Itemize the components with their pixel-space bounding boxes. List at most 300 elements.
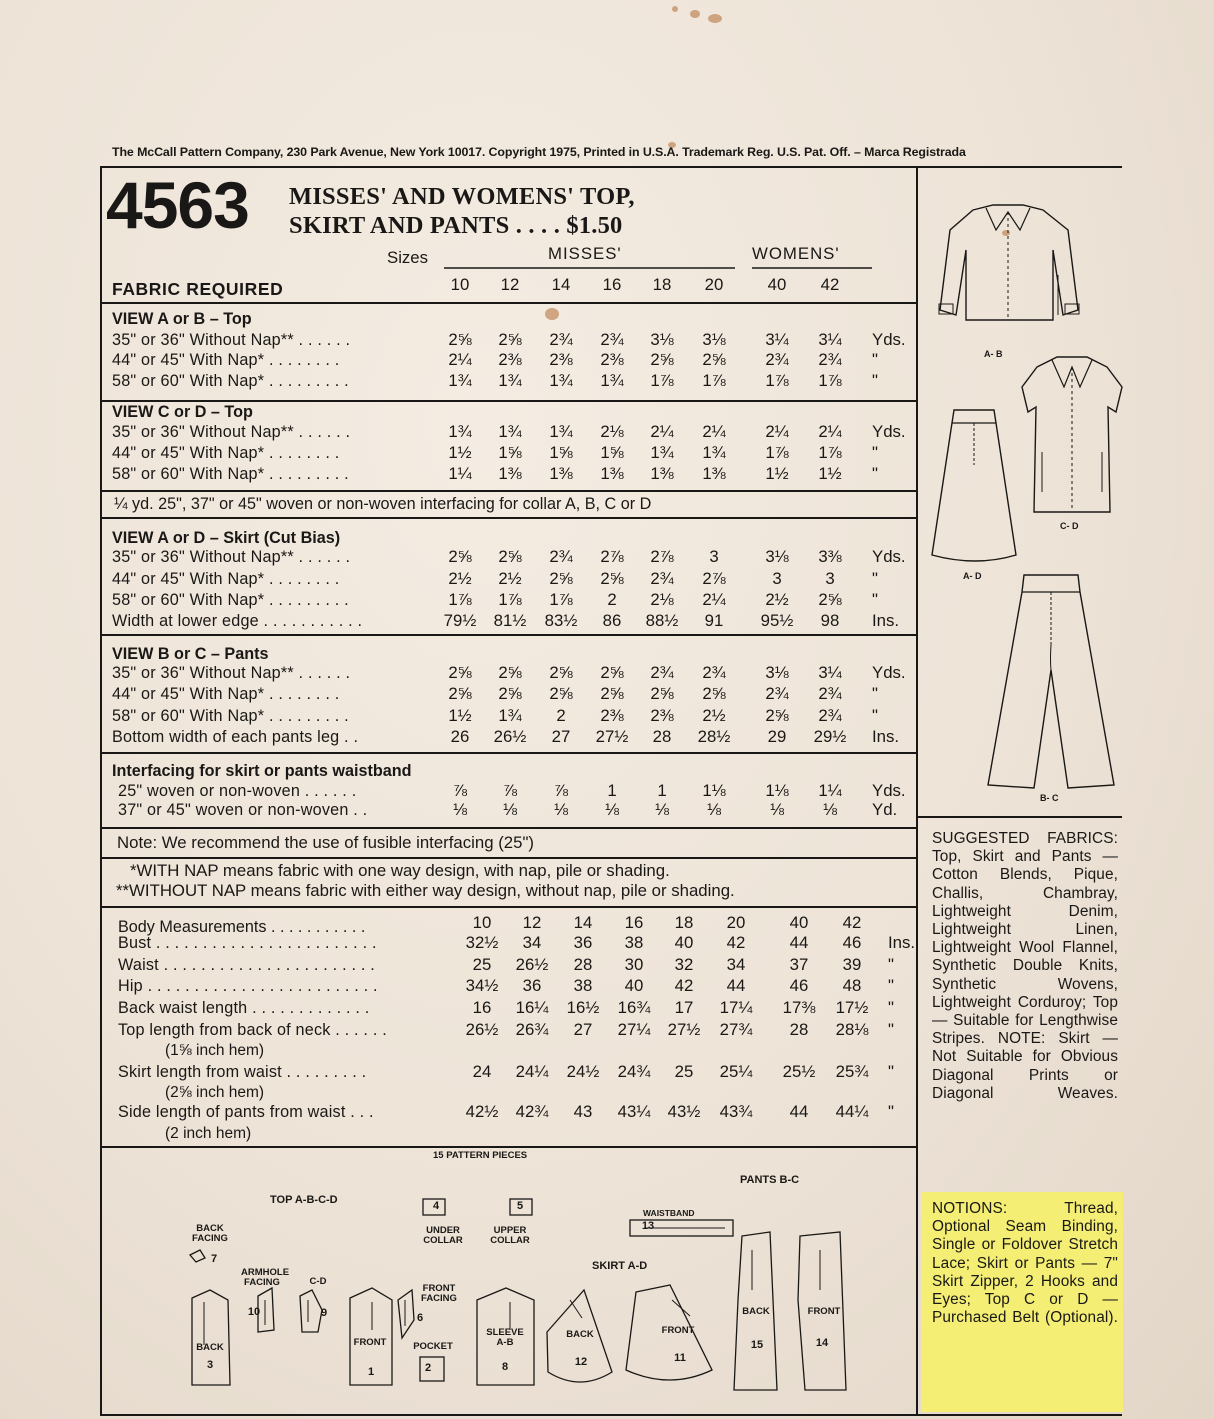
cell-value: 88½	[645, 611, 679, 630]
cell-value: 2⅝	[498, 330, 522, 349]
cell-value: 1⅝	[498, 443, 522, 462]
unit-label: Yds.	[872, 781, 906, 800]
cd-label: C-D	[309, 1276, 327, 1287]
cell-value: 2¾	[650, 663, 674, 682]
cell-value: 2⅝	[702, 684, 726, 703]
size-column-header: 20	[704, 275, 724, 294]
cell-value: 26½	[493, 727, 527, 746]
cell-value: 16¼	[515, 998, 549, 1017]
without-nap-note: **WITHOUT NAP means fabric with either way design, without nap, pile or shading.	[116, 881, 735, 900]
cell-value: 26½	[515, 955, 549, 974]
cell-value: 37	[789, 955, 809, 974]
illustration-label: A- B	[984, 349, 1003, 359]
section-heading: VIEW A or D – Skirt (Cut Bias)	[112, 529, 341, 547]
back-facing-label: BACK FACING	[192, 1223, 228, 1244]
size-column-header: 40	[789, 913, 809, 932]
cell-value: 1¾	[549, 371, 573, 390]
fusible-note: Note: We recommend the use of fusible interfacing (25")	[117, 833, 534, 852]
cell-value: 1⅜	[498, 464, 522, 483]
cell-value: 43¾	[719, 1102, 753, 1121]
cell-value: 48	[842, 976, 862, 995]
cell-value: 2¾	[818, 706, 842, 725]
cell-value: 28	[652, 727, 672, 746]
piece-number: 5	[516, 1200, 524, 1212]
size-column-header: 10	[450, 275, 470, 294]
upper-collar-label: UPPER COLLAR	[490, 1225, 530, 1246]
pattern-piece-outlines	[0, 0, 1, 1]
cell-value: 1¾	[498, 422, 522, 441]
cell-value: 25½	[782, 1062, 816, 1081]
cell-value: 29	[767, 727, 787, 746]
misses-label: MISSES'	[548, 244, 622, 263]
cell-value: 2	[607, 590, 617, 609]
cell-value: 2½	[448, 569, 472, 588]
unit-label: "	[872, 706, 878, 725]
row-label: 44" or 45" With Nap* . . . . . . . .	[112, 570, 340, 588]
cell-value: ⅛	[605, 800, 619, 819]
cell-value: 2⅝	[448, 663, 472, 682]
piece-number: 3	[206, 1359, 214, 1371]
unit-label: Ins.	[888, 933, 916, 952]
cell-value: 2⅝	[650, 350, 674, 369]
cell-value: 2⅝	[600, 569, 624, 588]
cell-value: 2⅛	[650, 590, 674, 609]
cell-value: 1⅞	[818, 443, 842, 462]
cell-value: 36	[573, 933, 593, 952]
cell-value: 3	[825, 569, 835, 588]
cell-value: 17½	[835, 998, 869, 1017]
cell-value: 91	[704, 611, 724, 630]
size-column-header: 16	[602, 275, 622, 294]
cell-value: 27½	[667, 1020, 701, 1039]
cell-value: 25	[472, 955, 492, 974]
cell-value: 24¼	[515, 1062, 549, 1081]
piece-number: 15	[750, 1339, 764, 1351]
cell-value: 81½	[493, 611, 527, 630]
waistband-label: WAISTBAND	[643, 1208, 695, 1218]
hem-note: (2 inch hem)	[165, 1125, 252, 1142]
row-label: 44" or 45" With Nap* . . . . . . . .	[112, 351, 340, 369]
piece-number: 10	[247, 1306, 261, 1318]
cell-value: 1⅛	[702, 781, 726, 800]
with-nap-note: *WITH NAP means fabric with one way design, with nap, pile or shading.	[130, 861, 670, 880]
suggested-fabrics-text: SUGGESTED FABRICS: Top, Skirt and Pants — Cotton Blends, Pique, Challis, Chambray, Lightweight Denim, Lightweight Linen, Lightweight Wool Flannel, Synthetic Double Knits, Synthetic Wovens, Lightweight Corduroy; Top — Suitable for Lengthwise Stripes. NOTE: Skirt — Not Suitable for Obvious Diagonal Prints or Diagonal Weaves.	[932, 830, 1118, 1102]
row-label: 58" or 60" With Nap* . . . . . . . . .	[112, 591, 349, 609]
cell-value: 24½	[566, 1062, 600, 1081]
unit-label: "	[888, 1102, 894, 1121]
row-label: 37" or 45" woven or non-woven . .	[118, 801, 368, 819]
cell-value: 43½	[667, 1102, 701, 1121]
cell-value: 2⅝	[448, 330, 472, 349]
column-divider	[916, 166, 918, 1416]
cell-value: 1⅞	[549, 590, 573, 609]
cell-value: 2½	[498, 569, 522, 588]
cell-value: 40	[674, 933, 694, 952]
cell-value: 25	[674, 1062, 694, 1081]
size-column-header: 12	[522, 913, 542, 932]
cell-value: 44	[789, 933, 809, 952]
pants-front-label: FRONT	[807, 1306, 841, 1317]
cell-value: ⅛	[707, 800, 721, 819]
piece-number: 4	[432, 1200, 440, 1212]
cell-value: 42	[674, 976, 694, 995]
piece-number: 7	[210, 1253, 218, 1265]
cell-value: 16	[472, 998, 492, 1017]
cell-value: 2⅝	[448, 547, 472, 566]
unit-label: "	[872, 684, 878, 703]
size-column-header: 14	[573, 913, 593, 932]
pattern-number: 4563	[106, 168, 249, 242]
size-column-header: 18	[674, 913, 694, 932]
cell-value: 2⅛	[600, 422, 624, 441]
cell-value: 17	[674, 998, 694, 1017]
cell-value: ⅛	[554, 800, 568, 819]
cell-value: 2⅝	[549, 684, 573, 703]
divider	[100, 302, 916, 304]
row-label: Top length from back of neck . . . . . .	[118, 1021, 387, 1039]
cell-value: 2⅝	[600, 663, 624, 682]
cell-value: 86	[602, 611, 622, 630]
cell-value: 2⅜	[600, 706, 624, 725]
unit-label: Ins.	[872, 611, 900, 630]
cell-value: 26	[450, 727, 470, 746]
hem-note: (2⅝ inch hem)	[165, 1084, 265, 1101]
rust-stain	[672, 6, 678, 12]
under-collar-label: UNDER COLLAR	[423, 1225, 463, 1246]
interfacing-collar-note: ¼ yd. 25", 37" or 45" woven or non-woven interfacing for collar A, B, C or D	[114, 495, 652, 513]
cell-value: 1⅜	[549, 464, 573, 483]
pocket-label: POCKET	[413, 1341, 453, 1352]
top-pieces-label: TOP A-B-C-D	[270, 1194, 338, 1206]
cell-value: 98	[820, 611, 840, 630]
cell-value: 25¼	[719, 1062, 753, 1081]
sizes-label: Sizes	[387, 248, 429, 267]
cell-value: 2⅝	[600, 684, 624, 703]
cell-value: 2⅜	[600, 350, 624, 369]
piece-number: 8	[501, 1361, 509, 1373]
pattern-title-line1: MISSES' AND WOMENS' TOP,	[289, 183, 635, 210]
cell-value: 1¾	[448, 422, 472, 441]
cell-value: 2¾	[549, 547, 573, 566]
top-ab-illustration	[918, 200, 1098, 340]
cell-value: 2¾	[600, 330, 624, 349]
cell-value: 27¾	[719, 1020, 753, 1039]
cell-value: 38	[624, 933, 644, 952]
unit-label: "	[872, 464, 878, 483]
cell-value: 2⅜	[498, 350, 522, 369]
cell-value: 1⅞	[448, 590, 472, 609]
piece-number: 13	[641, 1220, 655, 1232]
cell-value: 16½	[566, 998, 600, 1017]
cell-value: 2¾	[702, 663, 726, 682]
cell-value: 2⅞	[702, 569, 726, 588]
hem-note: (1⅝ inch hem)	[165, 1042, 265, 1059]
divider	[100, 827, 916, 829]
row-label: 35" or 36" Without Nap** . . . . . .	[112, 423, 351, 441]
cell-value: 43¼	[617, 1102, 651, 1121]
row-label: 44" or 45" With Nap* . . . . . . . .	[112, 444, 340, 462]
divider	[100, 400, 916, 402]
cell-value: 17⅜	[782, 998, 816, 1017]
notions-text: NOTIONS: Thread, Optional Seam Binding, Single or Foldover Stretch Lace; Skirt or Pants — 7" Skirt Zipper, 2 Hooks and Eyes; Top C or D — Purchased Belt (Optional).	[932, 1200, 1118, 1327]
unit-label: Yd.	[872, 800, 898, 819]
cell-value: 2¼	[702, 422, 726, 441]
divider	[100, 752, 916, 754]
unit-label: "	[888, 1062, 894, 1081]
cell-value: 79½	[443, 611, 477, 630]
unit-label: Yds.	[872, 547, 906, 566]
piece-number: 9	[320, 1307, 328, 1319]
cell-value: 2¾	[765, 684, 789, 703]
row-label: Hip . . . . . . . . . . . . . . . . . . . . . . . . .	[118, 977, 378, 995]
piece-number: 14	[815, 1337, 829, 1349]
unit-label: Yds.	[872, 422, 906, 441]
size-column-header: 20	[726, 913, 746, 932]
cell-value: 95½	[760, 611, 794, 630]
row-label: Side length of pants from waist . . .	[118, 1103, 374, 1121]
cell-value: 2¼	[448, 350, 472, 369]
row-label: Bust . . . . . . . . . . . . . . . . . . . . . . . .	[118, 934, 377, 952]
rust-stain	[708, 14, 722, 23]
cell-value: 1½	[448, 706, 472, 725]
row-label: Bottom width of each pants leg . .	[112, 728, 359, 746]
unit-label: "	[888, 998, 894, 1017]
womens-label: WOMENS'	[752, 244, 840, 263]
cell-value: 1⅜	[650, 464, 674, 483]
cell-value: 1⅛	[765, 781, 789, 800]
cell-value: 2⅝	[448, 684, 472, 703]
cell-value: 28	[573, 955, 593, 974]
cell-value: 2¼	[765, 422, 789, 441]
row-label: 35" or 36" Without Nap** . . . . . .	[112, 548, 351, 566]
rust-stain	[690, 10, 700, 18]
illustration-label: A- D	[963, 571, 982, 581]
unit-label: Yds.	[872, 330, 906, 349]
cell-value: ⅞	[453, 781, 467, 800]
row-label: 58" or 60" With Nap* . . . . . . . . .	[112, 372, 349, 390]
size-column-header: 16	[624, 913, 644, 932]
cell-value: 34	[726, 955, 746, 974]
skirt-back-label: BACK	[566, 1329, 594, 1340]
skirt-front-label: FRONT	[661, 1325, 695, 1336]
cell-value: 26¾	[515, 1020, 549, 1039]
cell-value: 2¼	[702, 590, 726, 609]
unit-label: "	[872, 443, 878, 462]
cell-value: 2¾	[818, 684, 842, 703]
cell-value: 38	[573, 976, 593, 995]
cell-value: 3⅛	[650, 330, 674, 349]
cell-value: 34	[522, 933, 542, 952]
unit-label: "	[872, 350, 878, 369]
unit-label: Yds.	[872, 663, 906, 682]
cell-value: 2¾	[765, 350, 789, 369]
cell-value: ⅞	[554, 781, 568, 800]
cell-value: 2¾	[818, 350, 842, 369]
cell-value: 2⅝	[498, 547, 522, 566]
cell-value: 1⅞	[498, 590, 522, 609]
row-label: 44" or 45" With Nap* . . . . . . . .	[112, 685, 340, 703]
cell-value: 34½	[465, 976, 499, 995]
pants-back-label: BACK	[742, 1306, 770, 1317]
cell-value: ⅛	[823, 800, 837, 819]
cell-value: 27	[551, 727, 571, 746]
unit-label: "	[872, 371, 878, 390]
cell-value: 1¼	[818, 781, 842, 800]
unit-label: "	[872, 569, 878, 588]
cell-value: 1⅝	[549, 443, 573, 462]
cell-value: 2¼	[818, 422, 842, 441]
divider	[916, 816, 1122, 818]
row-label: Back waist length . . . . . . . . . . . . .	[118, 999, 370, 1017]
row-label: Waist . . . . . . . . . . . . . . . . . . . . . . .	[118, 956, 375, 974]
cell-value: 36	[522, 976, 542, 995]
skirt-pieces-label: SKIRT A-D	[592, 1260, 648, 1272]
cell-value: 27¼	[617, 1020, 651, 1039]
piece-number: 2	[424, 1362, 432, 1374]
size-column-header: 42	[820, 275, 840, 294]
cell-value: 1⅝	[600, 443, 624, 462]
unit-label: "	[872, 590, 878, 609]
cell-value: 1¾	[498, 371, 522, 390]
cell-value: 1¾	[650, 443, 674, 462]
cell-value: 3	[709, 547, 719, 566]
cell-value: 1⅞	[650, 371, 674, 390]
cell-value: 1	[607, 781, 617, 800]
fabric-required-heading: FABRIC REQUIRED	[112, 279, 284, 299]
cell-value: 3⅛	[702, 330, 726, 349]
cell-value: 30	[624, 955, 644, 974]
cell-value: 1⅜	[600, 464, 624, 483]
cell-value: 3	[772, 569, 782, 588]
cell-value: 43	[573, 1102, 593, 1121]
size-column-header: 10	[472, 913, 492, 932]
cell-value: 3⅛	[765, 547, 789, 566]
cell-value: 2⅝	[702, 350, 726, 369]
cell-value: ⅞	[503, 781, 517, 800]
cell-value: 2⅝	[549, 663, 573, 682]
cell-value: 2¼	[650, 422, 674, 441]
cell-value: 2½	[702, 706, 726, 725]
size-column-header: 14	[551, 275, 571, 294]
cell-value: ⅛	[655, 800, 669, 819]
cell-value: 27½	[595, 727, 629, 746]
row-label: 58" or 60" With Nap* . . . . . . . . .	[112, 465, 349, 483]
cell-value: 3¼	[818, 663, 842, 682]
unit-label: "	[888, 955, 894, 974]
cell-value: 28⅛	[835, 1020, 869, 1039]
row-label: 25" woven or non-woven . . . . . .	[118, 782, 357, 800]
cell-value: 1⅞	[702, 371, 726, 390]
cell-value: 32	[674, 955, 694, 974]
divider	[100, 1146, 916, 1148]
cell-value: 44	[789, 1102, 809, 1121]
cell-value: 83½	[544, 611, 578, 630]
cell-value: 46	[842, 933, 862, 952]
cell-value: 16¾	[617, 998, 651, 1017]
cell-value: 2⅞	[600, 547, 624, 566]
piece-number: 11	[674, 1352, 686, 1364]
cell-value: 2¾	[549, 330, 573, 349]
cell-value: 28½	[697, 727, 731, 746]
row-label: 35" or 36" Without Nap** . . . . . .	[112, 664, 351, 682]
cell-value: 1⅞	[765, 443, 789, 462]
section-heading: VIEW C or D – Top	[112, 403, 253, 421]
cell-value: 3¼	[765, 330, 789, 349]
top-front-label: FRONT	[353, 1337, 387, 1348]
pattern-pieces-heading: 15 PATTERN PIECES	[433, 1150, 528, 1161]
cell-value: 3⅛	[765, 663, 789, 682]
cell-value: 1½	[448, 443, 472, 462]
row-label: 35" or 36" Without Nap** . . . . . .	[112, 331, 351, 349]
armhole-facing-label: ARMHOLE FACING	[241, 1267, 290, 1288]
unit-label: "	[888, 1020, 894, 1039]
cell-value: 39	[842, 955, 862, 974]
cell-value: 29½	[813, 727, 847, 746]
cell-value: 46	[789, 976, 809, 995]
cell-value: 2⅝	[650, 684, 674, 703]
cell-value: 42	[726, 933, 746, 952]
skirt-ad-illustration	[926, 405, 1026, 565]
cell-value: 42½	[465, 1102, 499, 1121]
cell-value: 3¼	[818, 330, 842, 349]
cell-value: 2⅞	[650, 547, 674, 566]
size-column-header: 12	[500, 275, 520, 294]
cell-value: 40	[624, 976, 644, 995]
piece-number: 6	[416, 1312, 424, 1324]
piece-number: 12	[574, 1356, 588, 1368]
divider	[100, 634, 916, 636]
piece-number: 1	[367, 1366, 375, 1378]
row-label: Body Measurements . . . . . . . . . . .	[118, 918, 366, 936]
cell-value: 24¾	[617, 1062, 651, 1081]
copyright-line: The McCall Pattern Company, 230 Park Avenue, New York 10017. Copyright 1975, Printed in U.S.A. Trademark Reg. U.S. Pat. Off. – Marca Registrada	[112, 145, 966, 159]
cell-value: 1¾	[498, 706, 522, 725]
cell-value: 1¼	[448, 464, 472, 483]
cell-value: 1½	[818, 464, 842, 483]
cell-value: 1⅞	[818, 371, 842, 390]
cell-value: 2⅝	[498, 663, 522, 682]
row-label: Width at lower edge . . . . . . . . . . .	[112, 612, 363, 630]
pants-bc-illustration	[986, 570, 1116, 790]
cell-value: 28	[789, 1020, 809, 1039]
cell-value: 1¾	[448, 371, 472, 390]
cell-value: 1¾	[549, 422, 573, 441]
cell-value: ⅛	[770, 800, 784, 819]
section-heading: Interfacing for skirt or pants waistband	[112, 762, 412, 780]
top-back-label: BACK	[196, 1342, 224, 1353]
section-heading: VIEW A or B – Top	[112, 310, 252, 328]
cell-value: 24	[472, 1062, 492, 1081]
illustration-label: B- C	[1040, 793, 1059, 803]
cell-value: 2⅝	[549, 569, 573, 588]
row-label: 58" or 60" With Nap* . . . . . . . . .	[112, 707, 349, 725]
pants-pieces-label: PANTS B-C	[740, 1174, 800, 1186]
pattern-title-line2: SKIRT AND PANTS . . . . $1.50	[289, 212, 623, 239]
cell-value: 17¼	[719, 998, 753, 1017]
cell-value: 44	[726, 976, 746, 995]
top-cd-illustration	[1012, 352, 1132, 522]
front-facing-label: FRONT FACING	[421, 1283, 457, 1304]
cell-value: 3⅜	[818, 547, 842, 566]
cell-value: 2	[556, 706, 566, 725]
cell-value: 1¾	[702, 443, 726, 462]
cell-value: 2⅜	[549, 350, 573, 369]
divider	[100, 857, 916, 859]
sleeve-label: SLEEVE A-B	[486, 1327, 524, 1348]
cell-value: ⅛	[453, 800, 467, 819]
cell-value: 27	[573, 1020, 593, 1039]
cell-value: 26½	[465, 1020, 499, 1039]
